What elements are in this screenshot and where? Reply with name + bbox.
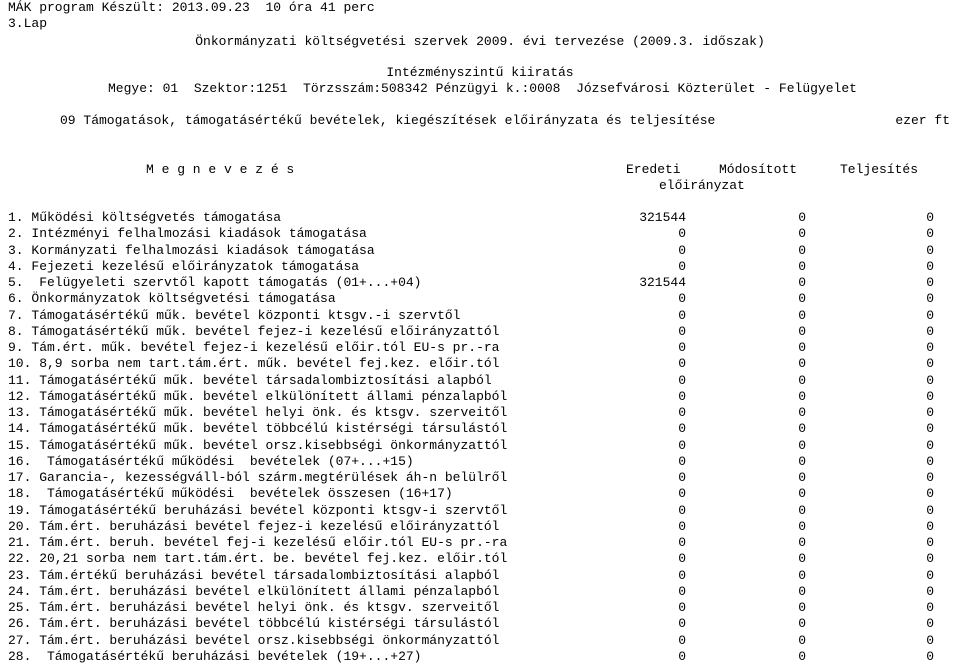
cell-original: 0: [678, 454, 686, 469]
cell-modified: 0: [798, 535, 806, 550]
cell-modified: 0: [798, 438, 806, 453]
row-label: 28. Támogatásértékű beruházási bevételek (19+...+27): [8, 649, 422, 664]
cell-original: 0: [678, 438, 686, 453]
cell-original: 0: [678, 226, 686, 241]
cell-modified: 0: [798, 633, 806, 648]
cell-actual: 0: [926, 210, 934, 225]
row-label: 16. Támogatásértékű működési bevételek (07+...+15): [8, 454, 414, 469]
cell-actual: 0: [926, 568, 934, 583]
cell-actual: 0: [926, 454, 934, 469]
cell-actual: 0: [926, 356, 934, 371]
row-label: 25. Tám.ért. beruházási bevétel helyi önk. és ktsgv. szerveitől: [8, 600, 500, 615]
unit-label: ezer ft: [895, 113, 950, 128]
row-label: 18. Támogatásértékű működési bevételek összesen (16+17): [8, 486, 453, 501]
cell-modified: 0: [798, 454, 806, 469]
cell-original: 0: [678, 421, 686, 436]
row-label: 19. Támogatásértékű beruházási bevétel központi ktsgv-i szervtől: [8, 503, 508, 518]
cell-original: 0: [678, 373, 686, 388]
cell-original: 0: [678, 340, 686, 355]
org-line: Megye: 01 Szektor:1251 Törzsszám:508342 Pénzügyi k.:0008 Józsefvárosi Közterület - Felügyelet: [108, 81, 857, 96]
cell-actual: 0: [926, 259, 934, 274]
cell-actual: 0: [926, 551, 934, 566]
row-label: 9. Tám.ért. műk. bevétel fejez-i kezelésű előir.tól EU-s pr.-ra: [8, 340, 500, 355]
row-label: 17. Garancia-, kezességváll-ból szárm.megtérülések áh-n belülről: [8, 470, 508, 485]
cell-actual: 0: [926, 340, 934, 355]
cell-original: 321544: [639, 210, 686, 225]
cell-modified: 0: [798, 470, 806, 485]
row-label: 6. Önkormányzatok költségvetési támogatása: [8, 291, 336, 306]
cell-modified: 0: [798, 291, 806, 306]
cell-original: 0: [678, 519, 686, 534]
section-title: 09 Támogatások, támogatásértékű bevételek, kiegészítések előirányzata és teljesítése: [60, 113, 716, 128]
column-header-modified-sub: előirányzat: [659, 178, 745, 193]
cell-modified: 0: [798, 340, 806, 355]
cell-original: 0: [678, 616, 686, 631]
column-header-modified: Módosított: [719, 162, 798, 177]
cell-modified: 0: [798, 210, 806, 225]
cell-modified: 0: [798, 243, 806, 258]
row-label: 26. Tám.ért. beruházási bevétel többcélú kistérségi társulástól: [8, 616, 500, 631]
row-label: 23. Tám.értékű beruházási bevétel társadalombiztosítási alapból: [8, 568, 500, 583]
cell-actual: 0: [926, 308, 934, 323]
cell-original: 0: [678, 633, 686, 648]
cell-modified: 0: [798, 584, 806, 599]
cell-modified: 0: [798, 551, 806, 566]
cell-original: 0: [678, 405, 686, 420]
cell-actual: 0: [926, 421, 934, 436]
row-label: 11. Támogatásértékű műk. bevétel társadalombiztosítási alapból: [8, 373, 492, 388]
cell-actual: 0: [926, 243, 934, 258]
row-label: 1. Működési költségvetés támogatása: [8, 210, 282, 225]
row-label: 15. Támogatásértékű műk. bevétel orsz.kisebbségi önkormányzattól: [8, 438, 508, 453]
cell-modified: 0: [798, 519, 806, 534]
cell-original: 0: [678, 308, 686, 323]
column-header-name: M e g n e v e z é s: [146, 162, 295, 177]
cell-original: 0: [678, 291, 686, 306]
cell-actual: 0: [926, 486, 934, 501]
cell-actual: 0: [926, 226, 934, 241]
report-title: Önkormányzati költségvetési szervek 2009. évi tervezése (2009.3. időszak): [195, 34, 765, 49]
cell-actual: 0: [926, 633, 934, 648]
cell-modified: 0: [798, 259, 806, 274]
cell-modified: 0: [798, 486, 806, 501]
cell-actual: 0: [926, 600, 934, 615]
cell-original: 0: [678, 568, 686, 583]
cell-actual: 0: [926, 470, 934, 485]
cell-actual: 0: [926, 438, 934, 453]
cell-modified: 0: [798, 308, 806, 323]
program-line: MÁK program Készült: 2013.09.23 10 óra 41 perc: [8, 0, 375, 15]
cell-modified: 0: [798, 616, 806, 631]
cell-original: 0: [678, 503, 686, 518]
cell-modified: 0: [798, 503, 806, 518]
cell-modified: 0: [798, 389, 806, 404]
cell-actual: 0: [926, 649, 934, 664]
cell-original: 0: [678, 584, 686, 599]
report-subtitle: Intézményszintű kiiratás: [386, 65, 574, 80]
cell-original: 0: [678, 259, 686, 274]
row-label: 21. Tám.ért. beruh. bevétel fej-i kezelésű előir.tól EU-s pr.-ra: [8, 535, 508, 550]
row-label: 5. Felügyeleti szervtől kapott támogatás (01+...+04): [8, 275, 422, 290]
cell-original: 0: [678, 600, 686, 615]
cell-actual: 0: [926, 324, 934, 339]
cell-modified: 0: [798, 649, 806, 664]
row-label: 3. Kormányzati felhalmozási kiadások támogatása: [8, 243, 375, 258]
cell-modified: 0: [798, 226, 806, 241]
row-label: 8. Támogatásértékű műk. bevétel fejez-i kezelésű előirányzattól: [8, 324, 500, 339]
row-label: 10. 8,9 sorba nem tart.tám.ért. műk. bevétel fej.kez. előir.tól: [8, 356, 500, 371]
cell-actual: 0: [926, 389, 934, 404]
column-header-original: Eredeti: [626, 162, 681, 177]
row-label: 4. Fejezeti kezelésű előirányzatok támogatása: [8, 259, 360, 274]
cell-original: 0: [678, 535, 686, 550]
cell-original: 0: [678, 551, 686, 566]
cell-actual: 0: [926, 519, 934, 534]
row-label: 7. Támogatásértékű műk. bevétel központi ktsgv.-i szervtől: [8, 308, 461, 323]
cell-modified: 0: [798, 568, 806, 583]
row-label: 22. 20,21 sorba nem tart.tám.ért. be. bevétel fej.kez. előir.tól: [8, 551, 508, 566]
cell-modified: 0: [798, 405, 806, 420]
cell-actual: 0: [926, 535, 934, 550]
cell-original: 0: [678, 243, 686, 258]
cell-modified: 0: [798, 356, 806, 371]
cell-modified: 0: [798, 421, 806, 436]
column-header-actual: Teljesítés: [840, 162, 919, 177]
cell-original: 321544: [639, 275, 686, 290]
row-label: 20. Tám.ért. beruházási bevétel fejez-i kezelésű előirányzattól: [8, 519, 500, 534]
row-label: 24. Tám.ért. beruházási bevétel elkülönített állami pénzalapból: [8, 584, 500, 599]
cell-actual: 0: [926, 405, 934, 420]
cell-actual: 0: [926, 503, 934, 518]
row-label: 13. Támogatásértékű műk. bevétel helyi önk. és ktsgv. szerveitől: [8, 405, 508, 420]
page-number: 3.Lap: [8, 16, 48, 31]
cell-original: 0: [678, 389, 686, 404]
cell-original: 0: [678, 486, 686, 501]
cell-modified: 0: [798, 275, 806, 290]
cell-original: 0: [678, 470, 686, 485]
cell-actual: 0: [926, 584, 934, 599]
cell-original: 0: [678, 324, 686, 339]
cell-modified: 0: [798, 600, 806, 615]
cell-actual: 0: [926, 275, 934, 290]
cell-original: 0: [678, 356, 686, 371]
cell-modified: 0: [798, 373, 806, 388]
cell-actual: 0: [926, 616, 934, 631]
cell-modified: 0: [798, 324, 806, 339]
cell-original: 0: [678, 649, 686, 664]
cell-actual: 0: [926, 373, 934, 388]
cell-actual: 0: [926, 291, 934, 306]
row-label: 2. Intézményi felhalmozási kiadások támogatása: [8, 226, 367, 241]
row-label: 12. Támogatásértékű műk. bevétel elkülönített állami pénzalapból: [8, 389, 508, 404]
row-label: 27. Tám.ért. beruházási bevétel orsz.kisebbségi önkormányzattól: [8, 633, 500, 648]
row-label: 14. Támogatásértékű műk. bevétel többcélú kistérségi társulástól: [8, 421, 508, 436]
